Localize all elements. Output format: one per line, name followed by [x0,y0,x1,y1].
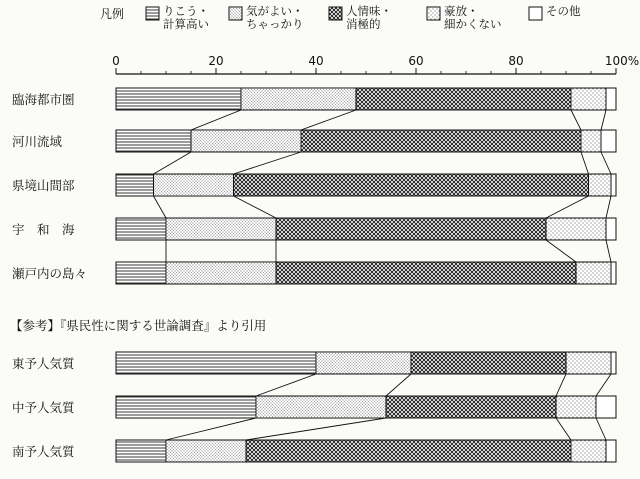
bar-segment [166,218,276,240]
legend-text-2: 人情味・ [346,4,392,18]
bar-segment [596,396,616,418]
category-label: 東予人気質 [12,356,75,371]
connector-line [596,374,611,396]
bar-segment [556,396,596,418]
bar-segment [191,130,301,152]
connector-line [601,110,606,130]
bar-segment [546,218,606,240]
connector-line [606,240,611,262]
bar-segment [316,352,411,374]
connector-line [386,374,411,396]
bar-segment [116,440,166,462]
bar-segment [571,440,606,462]
bar-group-regions [12,88,616,284]
legend-swatch-1 [229,7,242,20]
bar-segment [116,88,241,110]
bar-segment [154,174,234,196]
bar-segment [606,88,616,110]
category-label: 南予人気質 [12,444,75,459]
connector-line [191,110,241,130]
x-tick-label-1: 20 [208,54,224,68]
bar-segment [116,174,154,196]
connector-line [154,152,192,174]
category-label: 県境山間部 [12,178,75,193]
connector-line [571,110,581,130]
bar-segment [611,174,616,196]
connector-line [606,196,611,218]
bar-segment [166,262,276,284]
bar-segment [606,218,616,240]
legend-label: 凡例 [100,7,125,21]
bar-segment [256,396,386,418]
legend-swatch-2 [329,7,342,20]
reference-note: 【参考】『県民性に関する世論調査』より引用 [10,318,267,333]
bar-segment [356,88,571,110]
connector-line [166,418,256,440]
legend-swatch-4 [529,7,542,20]
legend-swatch-0 [146,7,159,20]
bar-segment [166,440,246,462]
legend-text-3-sub: 細かくない [444,17,502,31]
legend-text-3: 豪放・ [444,4,479,18]
legend-text-4: その他 [546,4,581,18]
connector-line [546,196,589,218]
connector-line [581,152,589,174]
connector-line [556,418,571,440]
bar-segment [411,352,566,374]
connector-line [154,196,167,218]
bar-segment [566,352,611,374]
bar-segment [116,218,166,240]
category-label: 宇 和 海 [12,222,75,237]
connector-line [234,152,302,174]
category-label: 中予人気質 [12,400,75,415]
bar-group-reference [12,352,616,462]
bar-segment [571,88,606,110]
bar-segment [601,130,616,152]
bar-segment [116,262,166,284]
bar-segment [589,174,612,196]
category-label: 河川流域 [12,134,63,149]
connector-line [301,110,356,130]
legend-text-0-sub: 計算高い [163,17,209,31]
x-tick-label-4: 80 [508,54,524,68]
bar-segment [116,396,256,418]
connector-line [596,418,606,440]
connector-line [546,240,576,262]
bar-segment [581,130,601,152]
connector-line [256,374,316,396]
bar-segment [276,262,576,284]
connector-line [601,152,611,174]
x-tick-label-0: 0 [112,54,120,68]
x-tick-label-5: 100% [604,54,640,68]
connector-line [234,196,277,218]
bar-segment [611,262,616,284]
legend-swatch-3 [427,7,440,20]
bar-segment [386,396,556,418]
bar-segment [576,262,611,284]
x-tick-label-3: 60 [408,54,424,68]
category-label: 臨海都市圏 [12,92,75,107]
bar-segment [116,130,191,152]
legend-text-0: りこう・ [163,4,209,18]
bar-segment [241,88,356,110]
bar-segment [276,218,546,240]
legend-text-2-sub: 消極的 [346,17,381,31]
legend-text-1-sub: ちゃっかり [246,17,304,31]
bar-segment [301,130,581,152]
x-tick-label-2: 40 [308,54,324,68]
bar-segment [611,352,616,374]
connector-line [556,374,566,396]
category-label: 瀬戸内の島々 [12,266,88,281]
bar-segment [234,174,589,196]
x-axis [112,54,639,74]
legend [100,4,581,31]
connector-line [246,418,386,440]
bar-segment [246,440,571,462]
bar-segment [606,440,616,462]
bar-segment [116,352,316,374]
legend-text-1: 気がよい・ [246,4,304,18]
